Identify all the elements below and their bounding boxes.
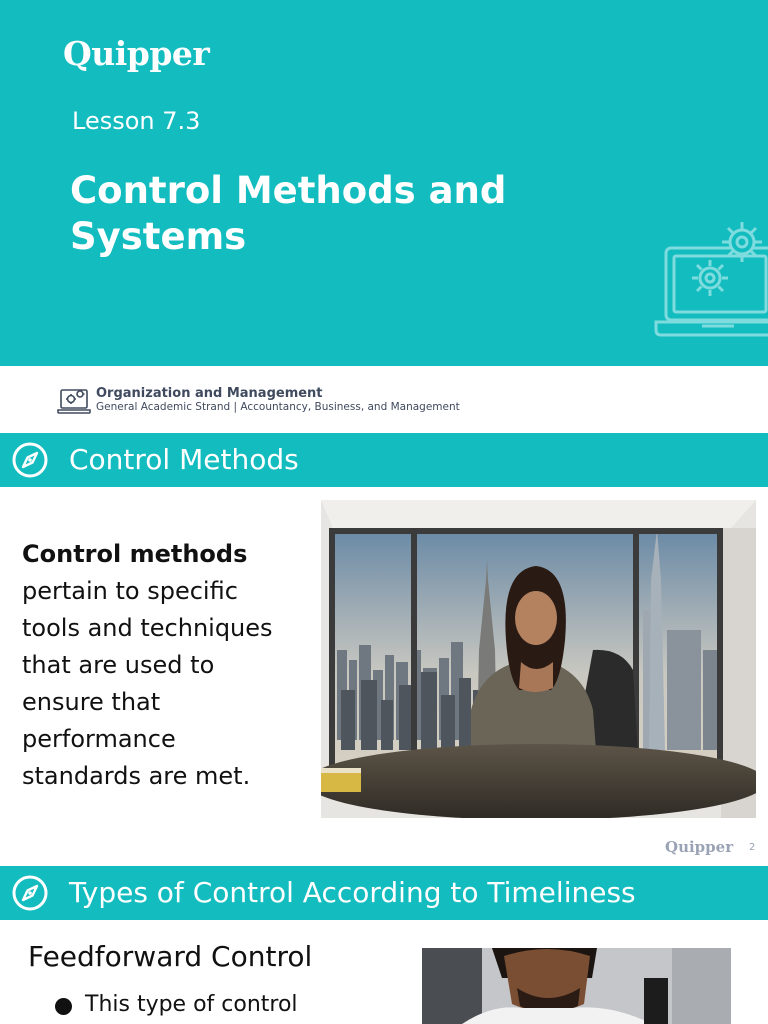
quipper-logo: Quipper: [63, 34, 210, 73]
lesson-number: Lesson 7.3: [72, 107, 201, 135]
bullet-dot: [55, 998, 72, 1015]
subject-subtitle: General Academic Strand | Accountancy, Business, and Management: [96, 401, 460, 413]
compass-icon: [11, 874, 49, 912]
section-bar-types-of-control: [0, 866, 768, 920]
compass-icon: [11, 441, 49, 479]
subject-title: Organization and Management: [96, 386, 323, 401]
page-number: 2: [749, 842, 756, 853]
bullet-text: This type of control: [85, 992, 298, 1017]
person-photo: [422, 948, 731, 1024]
quipper-logo-small: Quipper: [665, 838, 734, 856]
title-slide: [0, 0, 768, 366]
lesson-title: Control Methods and Systems: [70, 169, 507, 258]
laptop-gears-icon: [650, 218, 768, 342]
section-title: Types of Control According to Timeliness: [69, 876, 636, 909]
subject-laptop-icon: [57, 384, 91, 416]
section-bar-control-methods: [0, 433, 768, 487]
office-photo: [321, 500, 756, 818]
definition-body: pertain to specific tools and techniques that are used to ensure that performance standards are met.: [22, 577, 273, 790]
feedforward-heading: Feedforward Control: [28, 940, 313, 973]
definition-paragraph: [22, 536, 297, 795]
section-title: Control Methods: [69, 443, 299, 476]
definition-term: Control methods: [22, 540, 248, 568]
